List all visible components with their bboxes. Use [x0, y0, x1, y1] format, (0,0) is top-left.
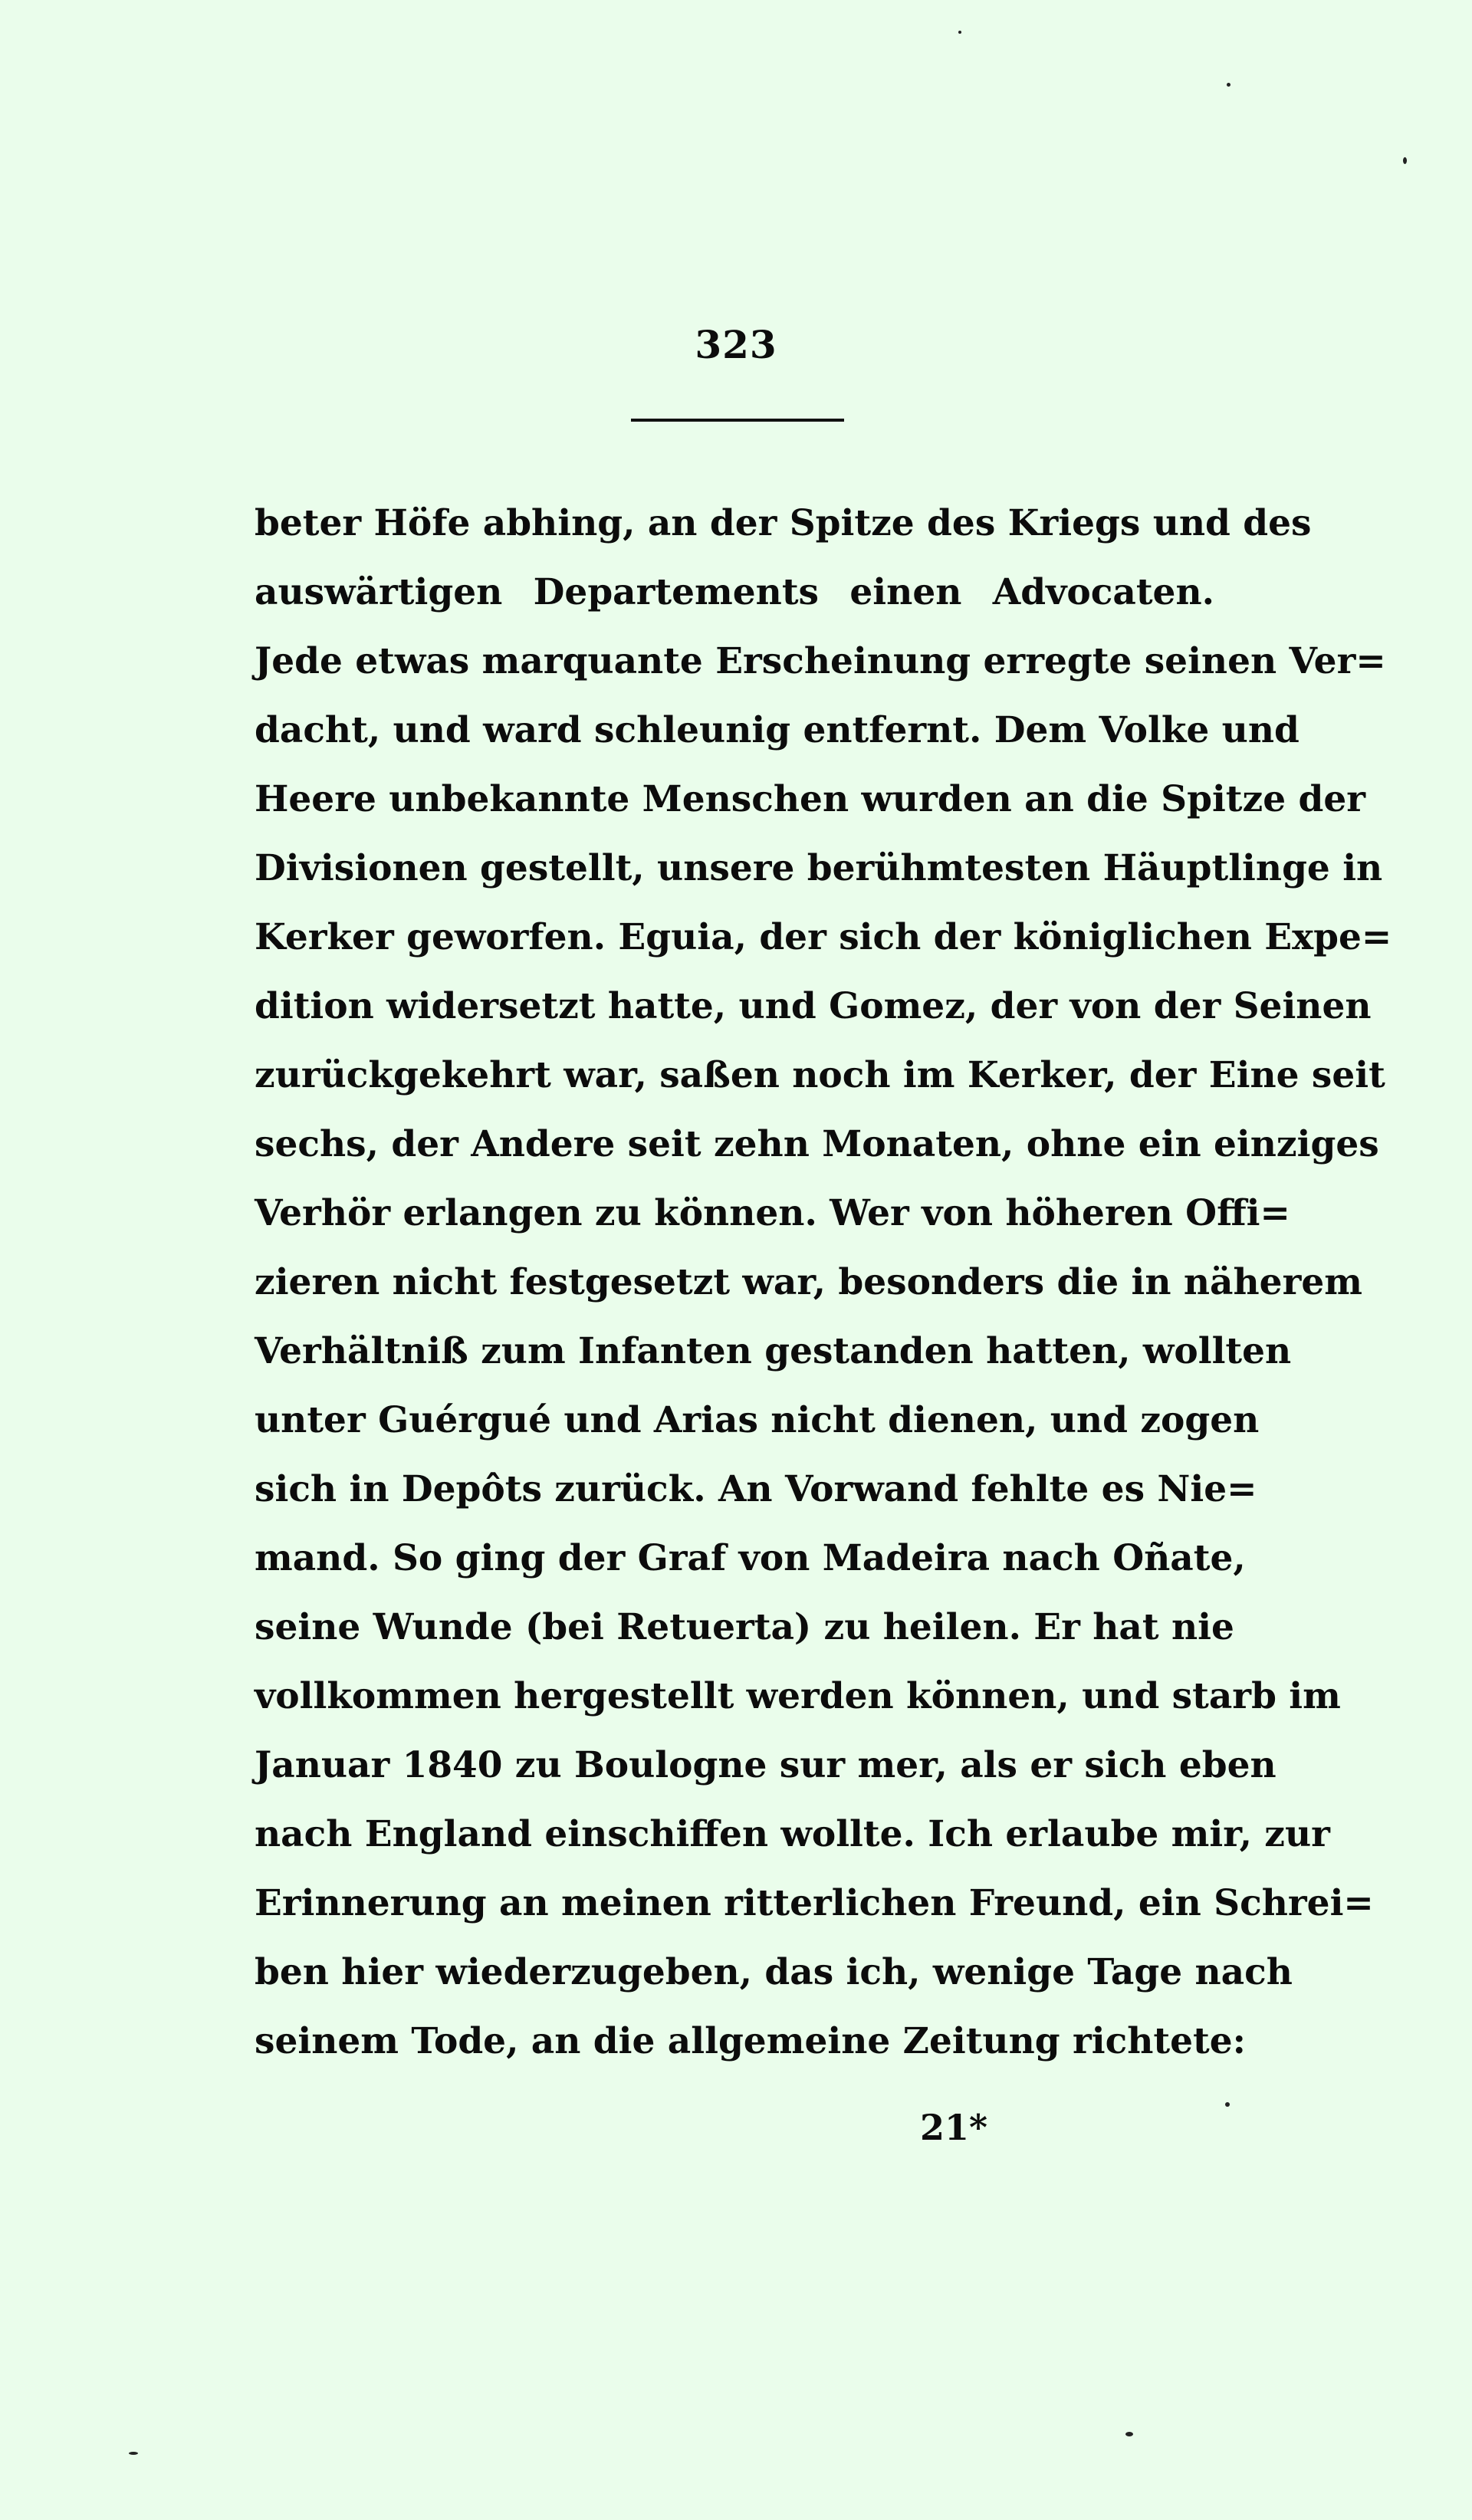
text-line: auswärtigen Departements einen Advocaten.	[255, 571, 1214, 613]
text-line: Jede etwas marquante Erscheinung erregte seinen Ver=	[255, 640, 1386, 682]
text-line: zurückgekehrt war, saßen noch im Kerker, der Eine seit	[255, 1054, 1385, 1096]
scan-speck	[129, 2452, 138, 2455]
page-number: 323	[695, 322, 777, 367]
text-line: seinem Tode, an die allgemeine Zeitung richtete:	[255, 2020, 1246, 2062]
text-line: unter Guérgué und Arias nicht dienen, und zogen	[255, 1399, 1260, 1441]
body-text	[255, 489, 1392, 2076]
scan-speck	[1125, 2432, 1133, 2436]
text-line: Verhör erlangen zu können. Wer von höheren Offi=	[255, 1192, 1290, 1234]
text-line: dition widersetzt hatte, und Gomez, der von der Seinen	[255, 985, 1372, 1027]
text-line: Verhältniß zum Infanten gestanden hatten, wollten	[255, 1330, 1292, 1372]
header-rule	[631, 419, 844, 422]
text-line: Januar 1840 zu Boulogne sur mer, als er sich eben	[255, 1744, 1276, 1786]
text-line: vollkommen hergestellt werden können, und starb im	[255, 1675, 1341, 1717]
scan-speck	[1227, 83, 1230, 87]
scan-speck	[1225, 2102, 1230, 2107]
scan-speck	[958, 31, 961, 34]
text-line: ben hier wiederzugeben, das ich, wenige Tage nach	[255, 1951, 1293, 1993]
text-line: sechs, der Andere seit zehn Monaten, ohne ein einziges	[255, 1123, 1379, 1165]
signature-mark: 21*	[920, 2107, 988, 2148]
text-line: zieren nicht festgesetzt war, besonders die in näherem	[255, 1261, 1362, 1303]
text-line: sich in Depôts zurück. An Vorwand fehlte es Nie=	[255, 1468, 1257, 1510]
text-line: dacht, und ward schleunig entfernt. Dem Volke und	[255, 709, 1300, 751]
scan-speck	[1403, 157, 1407, 164]
text-line: mand. So ging der Graf von Madeira nach Oñate,	[255, 1537, 1246, 1579]
text-line: seine Wunde (bei Retuerta) zu heilen. Er hat nie	[255, 1606, 1234, 1648]
text-line: beter Höfe abhing, an der Spitze des Kriegs und des	[255, 502, 1312, 544]
text-line: Kerker geworfen. Eguia, der sich der königlichen Expe=	[255, 916, 1392, 958]
text-line: Heere unbekannte Menschen wurden an die Spitze der	[255, 778, 1365, 820]
text-line: Erinnerung an meinen ritterlichen Freund, ein Schrei=	[255, 1882, 1374, 1924]
text-line: Divisionen gestellt, unsere berühmtesten Häuptlinge in	[255, 847, 1383, 889]
text-line: nach England einschiffen wollte. Ich erlaube mir, zur	[255, 1813, 1330, 1855]
